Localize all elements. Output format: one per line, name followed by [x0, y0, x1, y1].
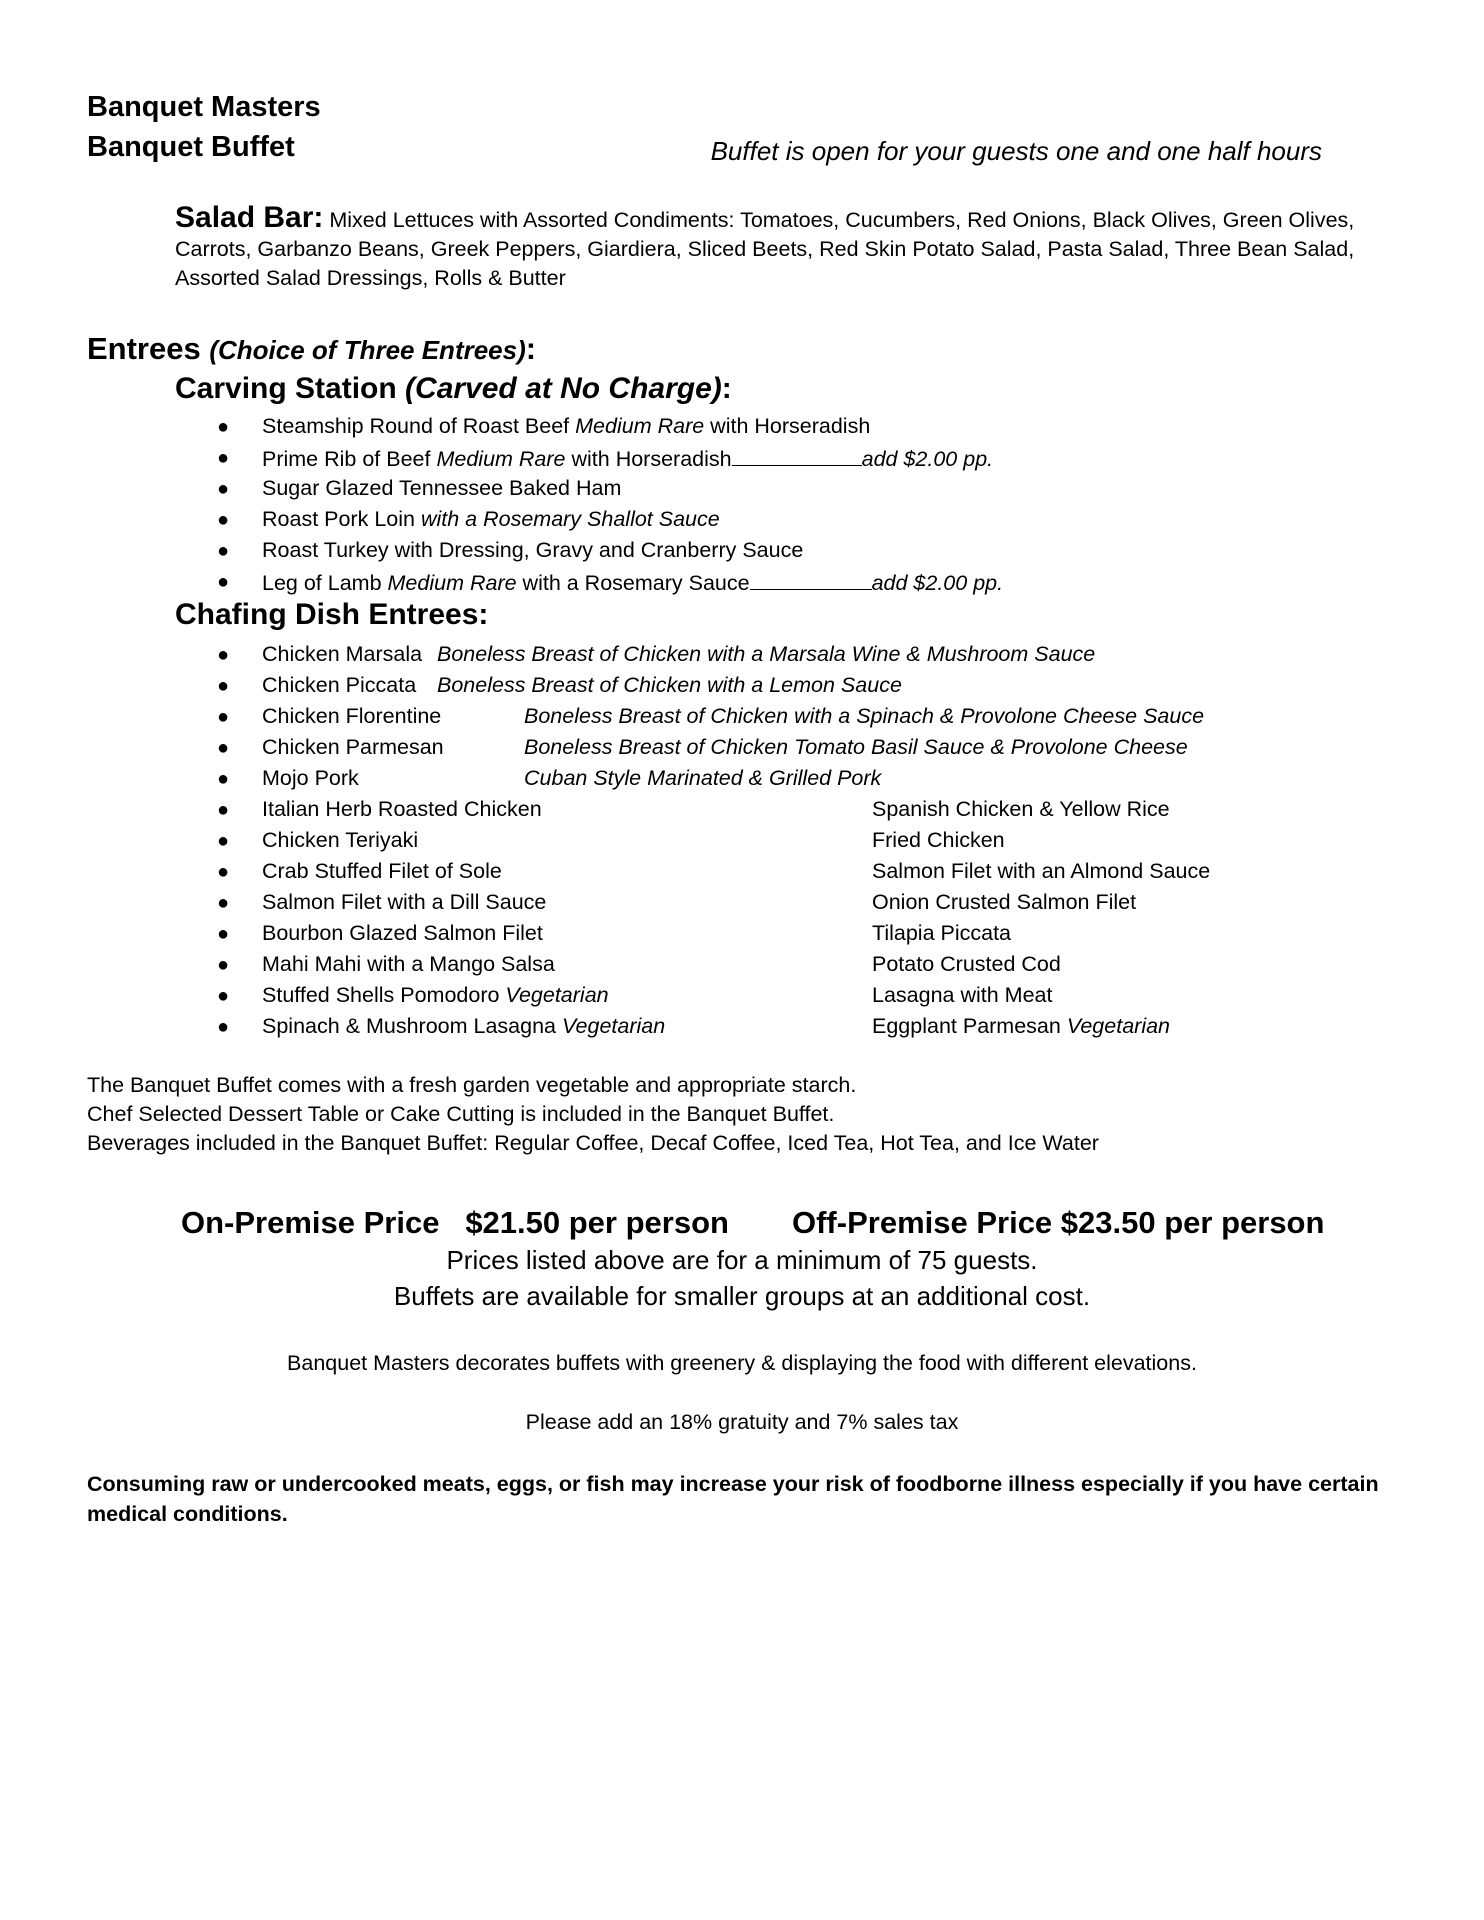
bullet: ● — [217, 830, 230, 852]
chafing-item: Bourbon Glazed Salmon Filet — [262, 921, 543, 945]
entrees-label: Entrees — [87, 331, 201, 366]
bullet: ● — [217, 861, 230, 883]
chafing-item-name: Chicken Piccata — [262, 673, 417, 697]
on-premise-price: On-Premise Price $21.50 per person — [181, 1205, 729, 1240]
buffet-hours-note: Buffet is open for your guests one and one half hours — [710, 136, 1322, 166]
decor-note: Banquet Masters decorates buffets with greenery & displaying the food with different elevations. — [287, 1351, 1197, 1375]
carving-item: Roast Turkey with Dressing, Gravy and Cranberry Sauce — [262, 538, 804, 562]
bullet: ● — [217, 737, 230, 759]
bullet: ● — [217, 675, 230, 697]
gratuity-note: Please add an 18% gratuity and 7% sales tax — [525, 1410, 959, 1434]
included-note: The Banquet Buffet comes with a fresh garden vegetable and appropriate starch. — [87, 1073, 857, 1097]
bullet: ● — [217, 416, 230, 438]
chafing-item: Spanish Chicken & Yellow Rice — [872, 797, 1170, 821]
price-leader-line — [750, 569, 872, 590]
included-note: Chef Selected Dessert Table or Cake Cutting is included in the Banquet Buffet. — [87, 1102, 835, 1126]
chafing-item: Tilapia Piccata — [872, 921, 1012, 945]
chafing-item: Salmon Filet with an Almond Sauce — [872, 859, 1211, 883]
chafing-item-name: Chicken Florentine — [262, 704, 442, 728]
carving-item: Steamship Round of Roast Beef Medium Rare with Horseradish — [262, 414, 871, 438]
carving-item: Prime Rib of Beef Medium Rare with Horseradish add $2.00 pp. — [262, 447, 994, 471]
bullet: ● — [217, 644, 230, 666]
price-leader-line — [732, 445, 862, 466]
carving-station-colon: : — [721, 372, 732, 405]
entrees-heading — [87, 331, 536, 367]
bullet: ● — [217, 954, 230, 976]
bullet: ● — [217, 571, 230, 593]
carving-item: Leg of Lamb Medium Rare with a Rosemary Sauce add $2.00 pp. — [262, 571, 1004, 595]
salad-bar-text: Mixed Lettuces with Assorted Condiments: Tomatoes, Cucumbers, Red Onions, Black Olives, Green Olives, Carrots, Garbanzo Beans, Greek Peppers, Giardiera, Sliced Beets, Red Skin Potato Salad, Pasta Salad, Three Bean Salad, Assorted Salad Dressings, Rolls & Butter — [175, 208, 1355, 290]
bullet: ● — [217, 985, 230, 1007]
bullet: ● — [217, 509, 230, 531]
carving-item: Roast Pork Loin with a Rosemary Shallot Sauce — [262, 507, 720, 531]
carving-station-label: Carving Station — [175, 372, 397, 405]
chafing-item: Stuffed Shells Pomodoro Vegetarian — [262, 983, 609, 1007]
chafing-item-description: Boneless Breast of Chicken with a Lemon Sauce — [437, 673, 902, 697]
chafing-item-name: Mojo Pork — [262, 766, 359, 790]
carving-item: Sugar Glazed Tennessee Baked Ham — [262, 476, 622, 500]
food-safety-warning: Consuming raw or undercooked meats, eggs, or fish may increase your risk of foodborne illness especially if you have certain medical conditions. — [87, 1472, 1379, 1526]
bullet: ● — [217, 799, 230, 821]
chafing-item: Salmon Filet with a Dill Sauce — [262, 890, 547, 914]
upcharge-price: add $2.00 pp. — [871, 571, 1004, 595]
chafing-item: Crab Stuffed Filet of Sole — [262, 859, 502, 883]
salad-bar-label: Salad Bar: — [175, 201, 324, 234]
chafing-item-description: Boneless Breast of Chicken Tomato Basil Sauce & Provolone Cheese — [524, 735, 1188, 759]
chafing-item: Mahi Mahi with a Mango Salsa — [262, 952, 555, 976]
bullet: ● — [217, 768, 230, 790]
bullet: ● — [217, 540, 230, 562]
included-note: Beverages included in the Banquet Buffet: Regular Coffee, Decaf Coffee, Iced Tea, Hot Tea, and Ice Water — [87, 1131, 1099, 1155]
bullet: ● — [217, 706, 230, 728]
upcharge-price: add $2.00 pp. — [861, 447, 994, 471]
chafing-item: Chicken Teriyaki — [262, 828, 419, 852]
chafing-item-description: Cuban Style Marinated & Grilled Pork — [524, 766, 882, 790]
chafing-item: Eggplant Parmesan Vegetarian — [872, 1014, 1171, 1038]
entrees-colon: : — [525, 331, 537, 366]
minimum-guests-note: Prices listed above are for a minimum of 75 guests. — [446, 1245, 1038, 1275]
chafing-item: Lasagna with Meat — [872, 983, 1053, 1007]
bullet: ● — [217, 1016, 230, 1038]
carving-station-heading — [175, 372, 732, 406]
smaller-groups-note: Buffets are available for smaller groups at an additional cost. — [393, 1281, 1091, 1311]
chafing-item-name: Chicken Marsala — [262, 642, 423, 666]
chafing-item: Italian Herb Roasted Chicken — [262, 797, 542, 821]
carving-station-note: (Carved at No Charge) — [405, 372, 722, 405]
chafing-item-description: Boneless Breast of Chicken with a Marsala Wine & Mushroom Sauce — [437, 642, 1096, 666]
chafing-item: Onion Crusted Salmon Filet — [872, 890, 1137, 914]
bullet: ● — [217, 923, 230, 945]
bullet: ● — [217, 478, 230, 500]
chafing-item: Fried Chicken — [872, 828, 1005, 852]
off-premise-price: Off-Premise Price $23.50 per person — [792, 1205, 1325, 1240]
chafing-item-description: Boneless Breast of Chicken with a Spinach & Provolone Cheese Sauce — [524, 704, 1205, 728]
entrees-note: (Choice of Three Entrees) — [209, 335, 526, 365]
chafing-item: Potato Crusted Cod — [872, 952, 1061, 976]
chafing-item-name: Chicken Parmesan — [262, 735, 444, 759]
company-name: Banquet Masters — [87, 91, 321, 123]
chafing-item: Spinach & Mushroom Lasagna Vegetarian — [262, 1014, 666, 1038]
bullet: ● — [217, 447, 230, 469]
salad-bar-section — [175, 203, 1390, 293]
bullet: ● — [217, 892, 230, 914]
page-title: Banquet Buffet — [87, 131, 295, 163]
chafing-dish-heading: Chafing Dish Entrees: — [175, 598, 489, 631]
